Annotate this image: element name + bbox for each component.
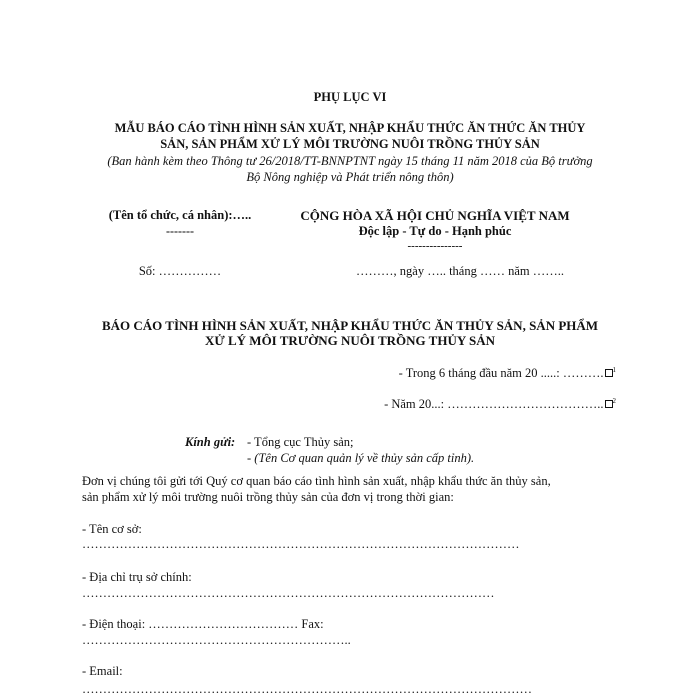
intro-line1: Đơn vị chúng tôi gửi tới Quý cơ quan báo cáo tình hình sản xuất, nhập khẩu thức ăn thủy sản, [82, 474, 551, 488]
motto-rule: --------------- [407, 240, 463, 252]
motto: Độc lập - Tự do - Hạnh phúc [358, 224, 512, 238]
period-year [384, 397, 616, 412]
org-rule: ------- [166, 224, 194, 238]
facility-name-field[interactable]: …………………………………………………………………………………………… [82, 537, 520, 551]
issued-note-line1: (Ban hành kèm theo Thông tư 26/2018/TT-BNNPTNT ngày 15 tháng 11 năm 2018 của Bộ trưởng [107, 154, 593, 168]
checkbox-icon[interactable] [605, 369, 613, 377]
period-six-months [399, 366, 616, 381]
form-title-line1: MẪU BÁO CÁO TÌNH HÌNH SẢN XUẤT, NHẬP KHẨU THỨC ĂN THỨC ĂN THỦY [114, 121, 586, 135]
footnote-ref-1: 1 [612, 366, 616, 374]
address-label: - Địa chỉ trụ sở chính: [82, 570, 192, 584]
address-field[interactable]: ……………………………………………………………………………………… [82, 586, 495, 600]
intro-line2: sản phẩm xử lý môi trường nuôi trồng thủy sản của đơn vị trong thời gian: [82, 490, 454, 504]
issued-note-line2: Bộ Nông nghiệp và Phát triển nông thôn) [246, 170, 454, 184]
document-number: Số: …………… [138, 264, 222, 278]
report-title-line1: BÁO CÁO TÌNH HÌNH SẢN XUẤT, NHẬP KHẨU THỨC ĂN THỦY SẢN, SẢN PHẨM [101, 318, 599, 333]
form-title-line2: SẢN, SẢN PHẨM XỬ LÝ MÔI TRƯỜNG NUÔI TRỒNG THỦY SẢN [160, 137, 540, 151]
email-field[interactable]: ……………………………………………………………………………………………… [82, 682, 532, 696]
nation-header: CỘNG HÒA XÃ HỘI CHỦ NGHĨA VIỆT NAM [300, 208, 570, 223]
phone-fax-line[interactable]: - Điện thoại: ……………………………… Fax: [82, 617, 324, 631]
org-name: (Tên tổ chức, cá nhân):….. [108, 208, 252, 222]
period-six-months-text: - Trong 6 tháng đầu năm 20 .....: ………. [398, 366, 604, 380]
recipient-general-department: - Tổng cục Thủy sản; [247, 435, 354, 449]
facility-name-label: - Tên cơ sở: [82, 522, 142, 536]
email-label: - Email: [82, 664, 123, 678]
appendix-title: PHỤ LỤC VI [313, 90, 387, 104]
date-line: ………, ngày ….. tháng …… năm …….. [356, 264, 564, 278]
period-year-text: - Năm 20...: ……………………………….. [384, 397, 604, 411]
recipient-provincial-agency: - (Tên Cơ quan quản lý về thủy sản cấp tỉnh). [247, 451, 475, 465]
fax-field[interactable]: ……………………………………………………….. [82, 633, 351, 647]
report-title-line2: XỬ LÝ MÔI TRƯỜNG NUÔI TRỒNG THỦY SẢN [205, 333, 495, 348]
checkbox-icon[interactable] [605, 400, 613, 408]
footnote-ref-2: 2 [612, 397, 616, 405]
recipients-label: Kính gửi: [185, 435, 236, 449]
